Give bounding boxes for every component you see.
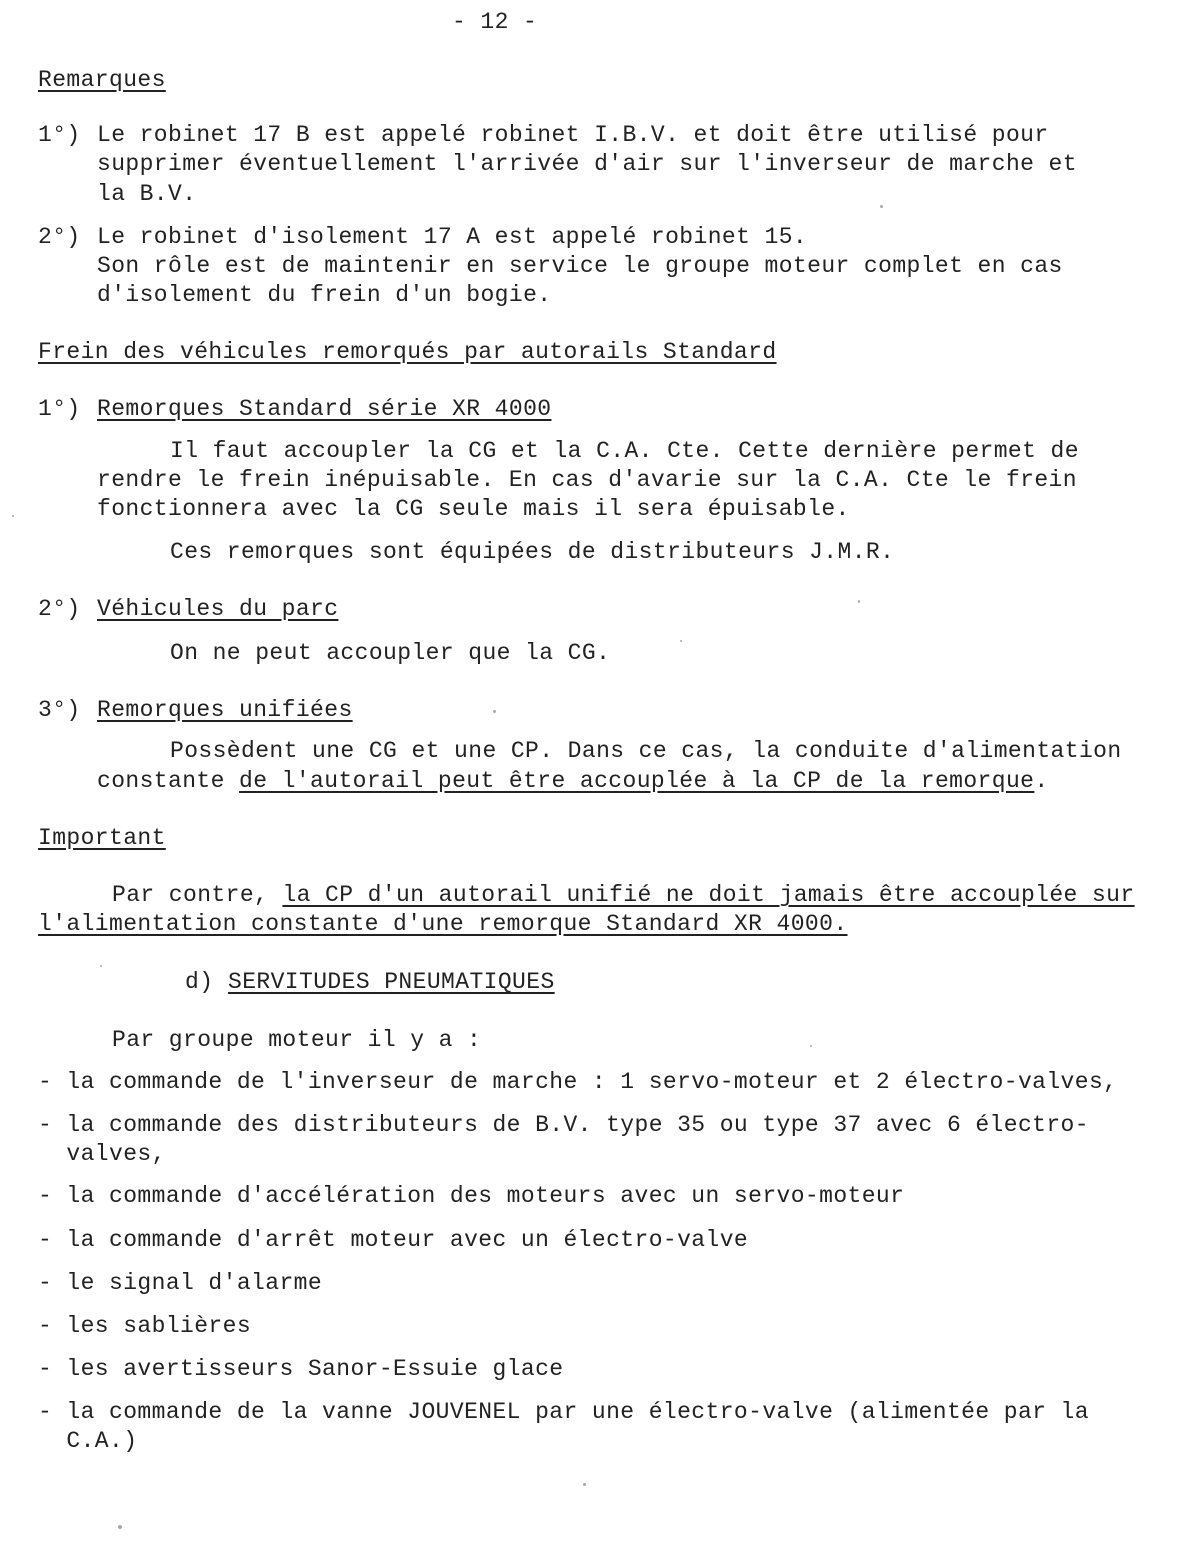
frein-section-1-paragraph-line-1: Il faut accoupler la CG et la C.A. Cte. Cette dernière permet de [170,438,1079,464]
page-number: - 12 - [452,9,538,35]
line-text-underlined: la CP d'un autorail unifié ne doit jamais être accouplée sur [282,882,1135,908]
servitude-item: - la commande d'accélération des moteurs avec un servo-moteur [38,1183,905,1209]
servitudes-intro: Par groupe moteur il y a : [112,1027,482,1053]
line-text-plain: constante [97,768,240,794]
remarques-heading: Remarques [38,67,166,93]
line-text-plain: Par contre, [112,882,283,908]
frein-section-1-paragraph-line-2: rendre le frein inépuisable. En cas d'avarie sur la C.A. Cte le frein [97,467,1077,493]
line-text-underlined: de l'autorail peut être accouplée à la CP de la remorque [239,768,1035,794]
frein-section-3-paragraph-line-1: Possèdent une CG et une CP. Dans ce cas, la conduite d'alimentation [170,738,1122,764]
frein-section-2-number: 2°) [38,596,81,622]
servitude-item-continuation: valves, [38,1141,166,1167]
important-heading: Important [38,825,166,851]
servitudes-title: SERVITUDES PNEUMATIQUES [228,969,555,995]
paper-speck [810,1045,812,1047]
frein-section-2-paragraph: On ne peut accoupler que la CG. [170,640,611,666]
frein-section-3-number: 3°) [38,697,81,723]
remarques-item-1-line-2: supprimer éventuellement l'arrivée d'air sur l'inverseur de marche et [97,151,1077,177]
paper-speck [12,515,14,517]
servitude-item: - la commande des distributeurs de B.V. type 35 ou type 37 avec 6 électro- [38,1112,1089,1138]
servitude-item: - le signal d'alarme [38,1270,323,1296]
paper-speck [100,965,102,967]
remarques-item-2-line-1: Le robinet d'isolement 17 A est appelé robinet 15. [97,224,808,250]
servitude-item: - la commande de la vanne JOUVENEL par une électro-valve (alimentée par la [38,1399,1089,1425]
frein-section-1-title: Remorques Standard série XR 4000 [97,396,552,422]
servitude-item-continuation: C.A.) [38,1428,138,1454]
servitude-item: - les sablières [38,1313,252,1339]
remarques-item-2-line-3: d'isolement du frein d'un bogie. [97,282,552,308]
frein-section-1-paragraph-line-3: fonctionnera avec la CG seule mais il sera épuisable. [97,496,850,522]
paper-speck [880,205,883,208]
remarques-item-2-number: 2°) [38,224,81,250]
frein-section-2-title: Véhicules du parc [97,596,339,622]
remarques-item-1-number: 1°) [38,122,81,148]
frein-section-3-title: Remorques unifiées [97,697,353,723]
servitude-item: - la commande de l'inverseur de marche : 1 servo-moteur et 2 électro-valves, [38,1069,1118,1095]
frein-section-1-paragraph-2: Ces remorques sont équipées de distributeurs J.M.R. [170,539,895,565]
paper-speck [493,710,496,713]
frein-heading: Frein des véhicules remorqués par autorails Standard [38,339,777,365]
servitudes-label: d) [185,969,214,995]
remarques-item-1-line-3: la B.V. [97,181,197,207]
servitude-item: - les avertisseurs Sanor-Essuie glace [38,1356,564,1382]
frein-section-1-number: 1°) [38,396,81,422]
remarques-item-1-line-1: Le robinet 17 B est appelé robinet I.B.V. et doit être utilisé pour [97,122,1049,148]
remarques-item-2-line-2: Son rôle est de maintenir en service le groupe moteur complet en cas [97,253,1063,279]
paper-speck [583,1483,586,1486]
important-line-2: l'alimentation constante d'une remorque Standard XR 4000. [38,911,848,937]
paper-speck [858,600,860,603]
paper-speck [118,1525,122,1529]
paper-speck [680,640,682,642]
frein-section-3-paragraph-line-2 [97,767,1049,795]
line-text-period: . [1034,768,1049,794]
important-line-1 [112,881,1135,909]
servitude-item: - la commande d'arrêt moteur avec un électro-valve [38,1227,749,1253]
